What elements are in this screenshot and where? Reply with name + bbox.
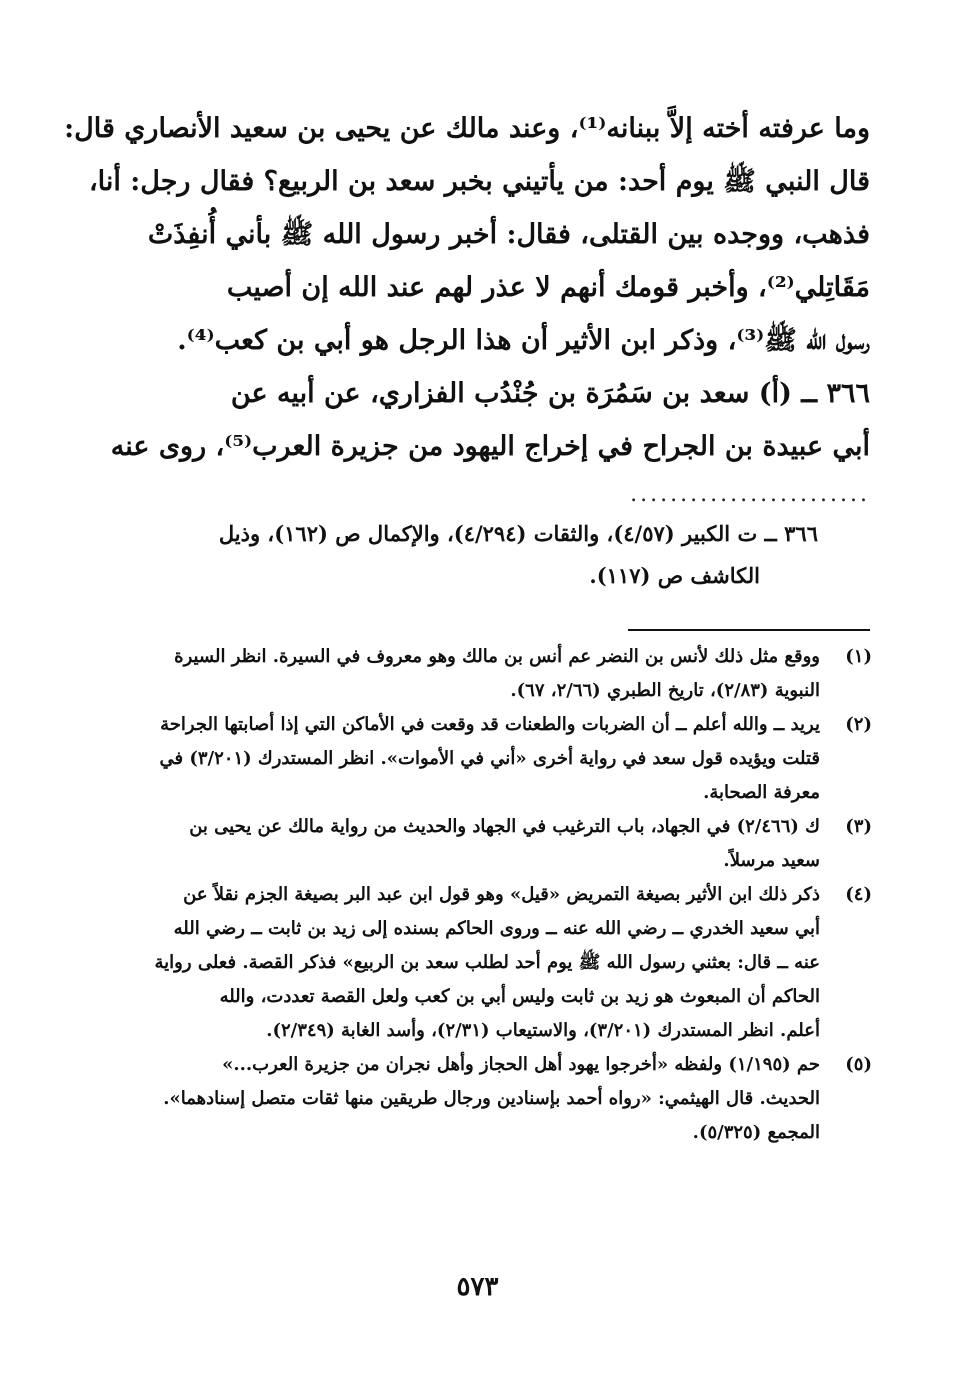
footnote-line: أعلم. انظر المستدرك (٣/٢٠١)، والاستيعاب (٢/٣١)، وأسد الغابة (٢/٣٤٩). — [266, 1020, 820, 1041]
main-text-line: رسول الله ﷺ⁽³⁾، وذكر ابن الأثير أن هذا الرجل هو أبي بن كعب⁽⁴⁾. — [177, 325, 870, 356]
footnote-number: (٢) — [845, 714, 872, 735]
footnote-item — [118, 708, 872, 810]
footnote-line: الحديث. قال الهيثمي: «رواه أحمد بإسنادين ورجال طريقين منها ثقات متصل إسنادهما». — [163, 1088, 820, 1109]
footnote-number: (١) — [845, 646, 872, 667]
footnote-item — [118, 640, 872, 708]
main-text-line: فذهب، ووجده بين القتلى، فقال: أخبر رسول الله ﷺ بأني أُنفِذَتْ — [147, 219, 870, 250]
entry-reference-note — [118, 513, 818, 597]
footnote-number: (٣) — [845, 816, 872, 837]
footnote-text — [118, 878, 820, 1048]
footnote-line: الحاكم أن المبعوث هو زيد بن ثابت وليس أبي بن كعب ولعل القصة تعددت، والله — [219, 986, 820, 1007]
main-text-line: قال النبي ﷺ يوم أحد: من يأتيني بخبر سعد بن الربيع؟ فقال رجل: أنا، — [88, 166, 870, 197]
footnote-divider — [628, 629, 870, 631]
entry-note-line: ٣٦٦ ــ ت الكبير (٤/٥٧)، والثقات (٤/٢٩٤)، والإكمال ص (١٦٢)، وذيل — [218, 521, 818, 546]
footnote-line: أبي سعيد الخدري ــ رضي الله عنه ــ وروى الحاكم بسنده إلى زيد بن ثابت ــ رضي الله — [173, 918, 820, 939]
footnote-line: معرفة الصحابة. — [703, 782, 820, 803]
footnote-line: سعيد مرسلاً. — [723, 850, 820, 871]
dotted-separator: ........................ — [630, 482, 870, 507]
main-body-text — [64, 102, 870, 473]
main-text-line: أبي عبيدة بن الجراح في إخراج اليهود من جزيرة العرب⁽⁵⁾، روى عنه — [110, 431, 870, 462]
footnote-line: حم (١/١٩٥) ولفظه «أخرجوا يهود أهل الحجاز وأهل نجران من جزيرة العرب...» — [222, 1054, 820, 1075]
footnote-text — [118, 1048, 820, 1150]
footnote-line: قتلت ويؤيده قول سعد في رواية أخرى «أني في الأموات». انظر المستدرك (٣/٢٠١) في — [159, 748, 820, 769]
footnote-item — [118, 878, 872, 1048]
footnote-number: (٥) — [845, 1054, 872, 1075]
footnote-line: يريد ــ والله أعلم ــ أن الضربات والطعنات قد وقعت في الأماكن التي إذا أصابتها الجراحة — [160, 714, 820, 735]
footnote-line: ذكر ذلك ابن الأثير بصيغة التمريض «قيل» وهو قول ابن عبد البر بصيغة الجزم نقلاً عن — [183, 884, 820, 905]
footnote-line: عنه ــ قال: بعثني رسول الله ﷺ يوم أحد لطلب سعد بن الربيع» فذكر القصة. فعلى رواية — [154, 952, 820, 973]
footnote-line: المجمع (٥/٣٢٥). — [692, 1122, 820, 1143]
entry-note-line: الكاشف ص (١١٧). — [589, 563, 760, 588]
footnote-line: النبوية (٢/٨٣)، تاريخ الطبري (٢/٦٦، ٦٧). — [510, 680, 820, 701]
footnote-item — [118, 1048, 872, 1150]
main-text-line: وما عرفته أخته إلاَّ ببنانه⁽¹⁾، وعند مالك عن يحيى بن سعيد الأنصاري قال: — [64, 113, 870, 144]
footnote-number: (٤) — [845, 884, 872, 905]
footnote-text — [118, 708, 820, 810]
footnote-line: ووقع مثل ذلك لأنس بن النضر عم أنس بن مالك وهو معروف في السيرة. انظر السيرة — [174, 646, 820, 667]
footnote-item — [118, 810, 872, 878]
page-number: ٥٧٣ — [456, 1272, 499, 1302]
main-text-line: مَقَاتِلي⁽²⁾، وأخبر قومك أنهم لا عذر لهم عند الله إن أصيب — [226, 272, 870, 303]
footnotes-section — [118, 640, 872, 1150]
entry-heading-line: ٣٦٦ ــ (أ) سعد بن سَمُرَة بن جُنْدُب الفزاري، عن أبيه عن — [230, 378, 870, 409]
footnote-text — [118, 810, 820, 878]
footnote-line: ك (٢/٤٦٦) في الجهاد، باب الترغيب في الجهاد والحديث من رواية مالك عن يحيى بن — [189, 816, 820, 837]
footnote-text — [118, 640, 820, 708]
